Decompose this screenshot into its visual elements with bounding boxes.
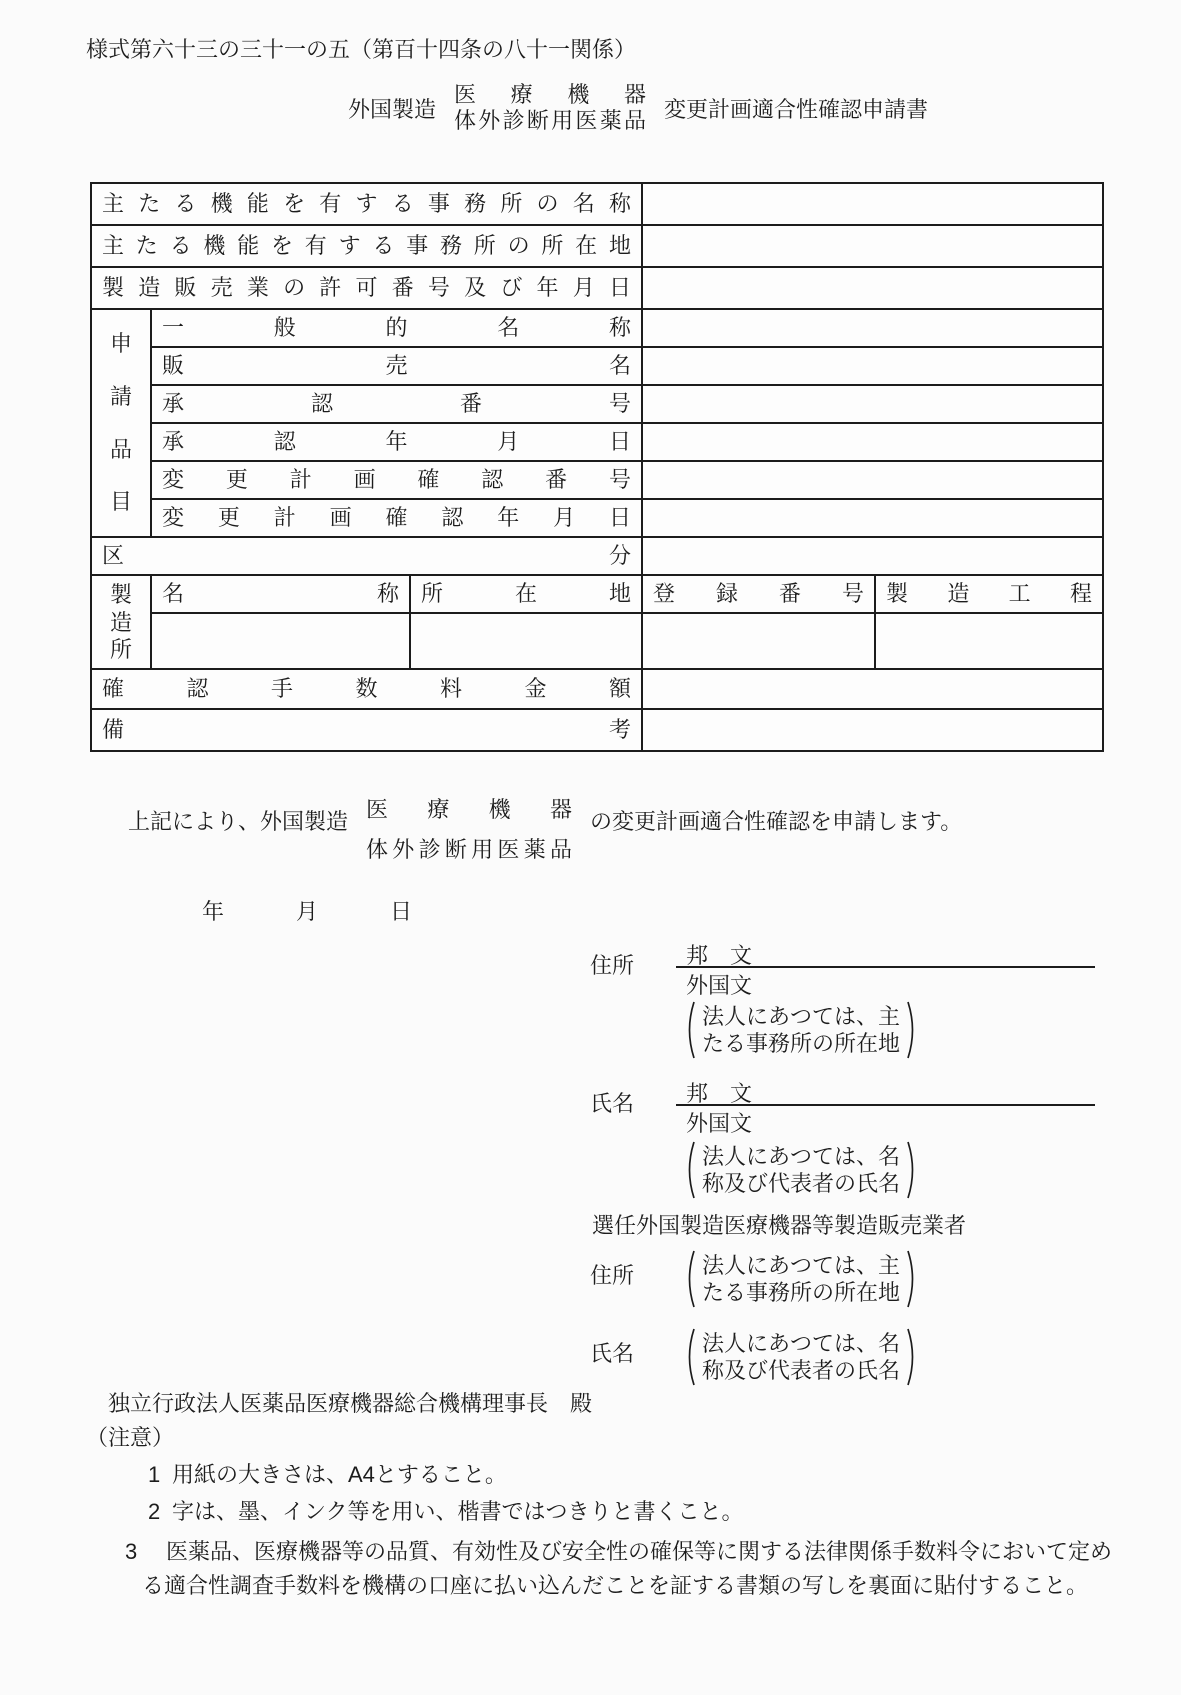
category-value-cell <box>643 538 1102 576</box>
designated-agent-heading: 選任外国製造医療機器等製造販売業者 <box>592 1213 967 1238</box>
paren-open-icon <box>682 1000 696 1060</box>
paren-open-icon <box>682 1327 696 1387</box>
note-3-text-line1: 医薬品、医療機器等の品質、有効性及び安全性の確保等に関する法律関係手数料令において定め <box>166 1539 1113 1564</box>
remarks-value-cell <box>643 710 1102 750</box>
corp-address-note-text: 法人にあつては、主 たる事務所の所在地 <box>702 1004 901 1056</box>
addressee-line: 独立行政法人医薬品医療機器総合機構理事長 殿 <box>108 1391 593 1416</box>
paren-close-icon <box>906 1249 920 1309</box>
agent-corp-address-note <box>682 1249 920 1309</box>
title-suffix: 変更計画適合性確認申請書 <box>664 97 929 122</box>
office-name-label: 主たる機能を有する事務所の名称 <box>92 184 643 226</box>
site-process-value-cell <box>876 614 1102 670</box>
address-japanese-label: 邦 文 <box>676 942 1095 968</box>
generic-name-value-cell <box>643 310 1102 348</box>
generic-name-label: 一般的名称 <box>152 310 643 348</box>
application-table <box>90 182 1104 752</box>
applicant-address-label: 住所 <box>590 953 635 978</box>
applicant-name-field <box>676 1080 1095 1138</box>
change-plan-confirmation-date-value-cell <box>643 500 1102 538</box>
agent-corp-name-note <box>682 1327 920 1387</box>
address-foreign-label: 外国文 <box>686 973 753 998</box>
corp-address-note <box>682 1000 920 1060</box>
approval-date-label: 承認年月日 <box>152 424 643 462</box>
agent-corp-address-note-text: 法人にあつては、主 たる事務所の所在地 <box>702 1253 901 1305</box>
agent-name-label: 氏名 <box>590 1341 635 1366</box>
form-number: 様式第六十三の三十一の五（第百十四条の八十一関係） <box>86 37 637 62</box>
category-label: 区分 <box>92 538 643 576</box>
remarks-label: 備考 <box>92 710 643 750</box>
title-stack-top: 医療機器 <box>454 82 647 107</box>
title-product-stack <box>454 82 646 134</box>
change-plan-confirmation-date-label: 変更計画確認年月日 <box>152 500 643 538</box>
site-process-header: 製造工程 <box>876 576 1102 614</box>
note-item-2 <box>148 1498 744 1526</box>
paren-close-icon <box>906 1000 920 1060</box>
title-stack-bottom: 体外診断用医薬品 <box>454 108 647 133</box>
office-name-value-cell <box>643 184 1102 226</box>
corp-name-note-text: 法人にあつては、名 称及び代表者の氏名 <box>702 1144 901 1196</box>
date-line <box>202 898 412 926</box>
note-1-text: 用紙の大きさは、A4とすること。 <box>172 1462 507 1487</box>
license-number-label: 製造販売業の許可番号及び年月日 <box>92 268 643 310</box>
paren-close-icon <box>906 1327 920 1387</box>
site-name-value-cell <box>152 614 411 670</box>
corp-name-note <box>682 1140 920 1200</box>
name-foreign-label: 外国文 <box>686 1111 753 1136</box>
license-number-value-cell <box>643 268 1102 310</box>
site-registration-number-value-cell <box>643 614 876 670</box>
note-3-text-line2: る適合性調査手数料を機構の口座に払い込んだことを証する書類の写しを裏面に貼付すること。 <box>142 1573 1089 1598</box>
note-1-number: 1 <box>148 1462 161 1487</box>
agent-corp-name-note-text: 法人にあつては、名 称及び代表者の氏名 <box>702 1331 901 1383</box>
office-address-value-cell <box>643 226 1102 268</box>
notes-heading: （注意） <box>86 1425 175 1450</box>
confirmation-fee-value-cell <box>643 670 1102 710</box>
document-title <box>348 82 928 134</box>
paren-open-icon <box>682 1140 696 1200</box>
statement-stack-top: 医療機器 <box>366 797 573 822</box>
confirmation-fee-label: 確認手数料金額 <box>92 670 643 710</box>
paren-close-icon <box>906 1140 920 1200</box>
brand-name-label: 販売名 <box>152 348 643 386</box>
title-prefix: 外国製造 <box>348 97 437 122</box>
site-registration-number-header: 登録番号 <box>643 576 876 614</box>
manufacturing-site-vertical-label: 製 造 所 <box>92 576 152 670</box>
paren-open-icon <box>682 1249 696 1309</box>
note-3-number: 3 <box>125 1539 138 1564</box>
date-year-label: 年 <box>202 899 225 924</box>
statement-suffix: の変更計画適合性確認を申請します。 <box>590 809 963 834</box>
applicant-address-field <box>676 942 1095 1000</box>
approval-date-value-cell <box>643 424 1102 462</box>
site-name-header: 名称 <box>152 576 411 614</box>
name-japanese-label: 邦 文 <box>676 1080 1095 1106</box>
application-statement <box>128 790 962 870</box>
date-day-label: 日 <box>390 899 413 924</box>
office-address-label: 主たる機能を有する事務所の所在地 <box>92 226 643 268</box>
change-plan-confirmation-number-value-cell <box>643 462 1102 500</box>
note-2-text: 字は、墨、インク等を用い、楷書ではつきりと書くこと。 <box>172 1499 744 1524</box>
applied-items-vertical-label: 申 請 品 目 <box>92 310 152 538</box>
approval-number-label: 承認番号 <box>152 386 643 424</box>
change-plan-confirmation-number-label: 変更計画確認番号 <box>152 462 643 500</box>
approval-number-value-cell <box>643 386 1102 424</box>
applicant-name-label: 氏名 <box>590 1091 635 1116</box>
date-month-label: 月 <box>296 899 319 924</box>
statement-stack-bottom: 体外診断用医薬品 <box>366 837 573 862</box>
note-item-3 <box>125 1535 1112 1603</box>
brand-name-value-cell <box>643 348 1102 386</box>
statement-prefix: 上記により、外国製造 <box>128 809 349 834</box>
agent-address-label: 住所 <box>590 1263 635 1288</box>
note-item-1 <box>148 1461 507 1489</box>
note-2-number: 2 <box>148 1499 161 1524</box>
statement-product-stack <box>366 790 572 870</box>
site-address-header: 所在地 <box>411 576 643 614</box>
site-address-value-cell <box>411 614 643 670</box>
